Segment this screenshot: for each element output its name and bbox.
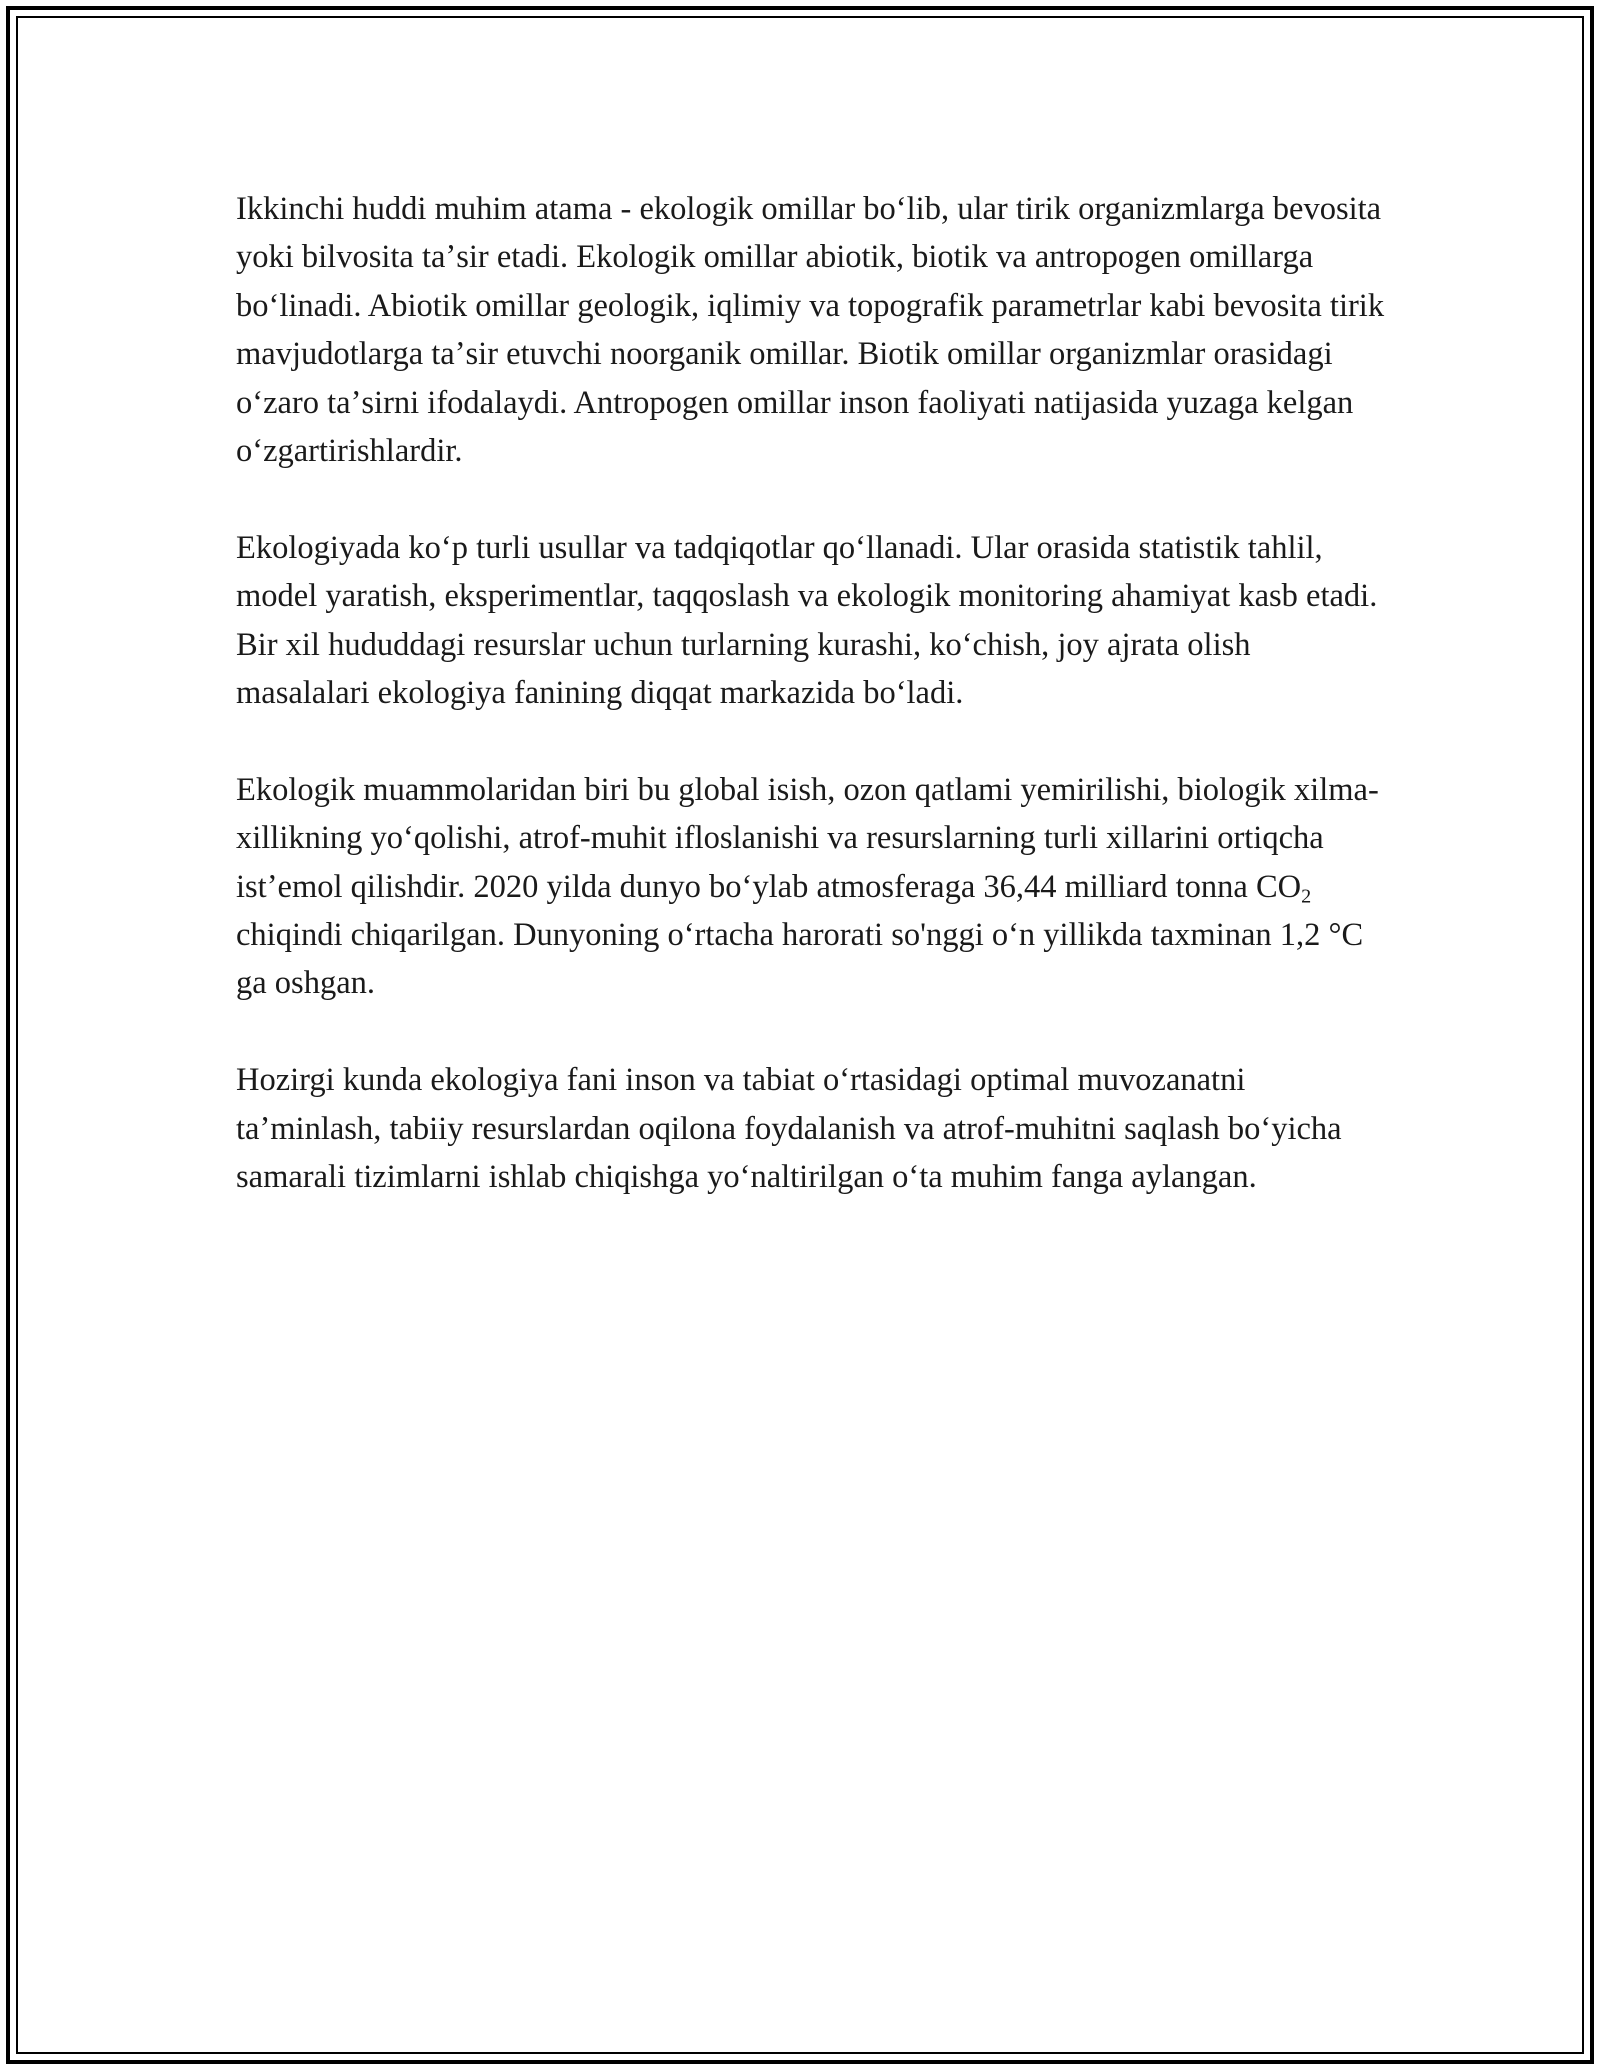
paragraph-3-text-start: Ekologik muammolaridan biri bu global isish, ozon qatlami yemirilishi, biologik xilma-xillikning yoʻqolishi, atrof-muhit ifloslanishi va resurslarning turli xillarini ortiqcha istʼemol qilishdir. 2020 yilda dunyo boʻylab atmosferaga 36,44 milliard tonna CO bbox=[236, 771, 1379, 905]
paragraph-conclusion: Hozirgi kunda ekologiya fani inson va tabiat oʻrtasidagi optimal muvozanatni taʼminlash, tabiiy resurslardan oqilona foydalanish va atrof-muhitni saqlash boʻyicha samarali tizimlarni ishlab chiqishga yoʻnaltirilgan oʻta muhim fanga aylangan. bbox=[236, 1062, 1342, 1196]
paragraph-ecological-factors: Ikkinchi huddi muhim atama - ekologik omillar boʻlib, ular tirik organizmlarga bevosita yoki bilvosita taʼsir etadi. Ekologik omillar abiotik, biotik va antropogen omillarga boʻlinadi. Abiotik omillar geologik, iqlimiy va topografik parametrlar kabi bevosita tirik mavjudotlarga taʼsir etuvchi noorganik omillar. Biotik omillar organizmlar orasidagi oʻzaro taʼsirni ifodalaydi. Antropogen omillar inson faoliyati natijasida yuzaga kelgan oʻzgartirishlardir. bbox=[236, 191, 1385, 470]
document-body bbox=[236, 185, 1386, 1250]
paragraph-research-methods: Ekologiyada koʻp turli usullar va tadqiqotlar qoʻllanadi. Ular orasida statistik tahlil, model yaratish, eksperimentlar, taqqoslash va ekologik monitoring ahamiyat kasb etadi. Bir xil hududdagi resurslar uchun turlarning kurashi, koʻchish, joy ajrata olish masalalari ekologiya fanining diqqat markazida boʻladi. bbox=[236, 529, 1378, 712]
co2-subscript: 2 bbox=[1301, 885, 1312, 908]
paragraph-ecological-problems bbox=[236, 766, 1386, 1008]
paragraph-3-text-end: chiqindi chiqarilgan. Dunyoning oʻrtacha harorati so'nggi oʻn yillikda taxminan 1,2 °C ga oshgan. bbox=[236, 917, 1364, 1002]
